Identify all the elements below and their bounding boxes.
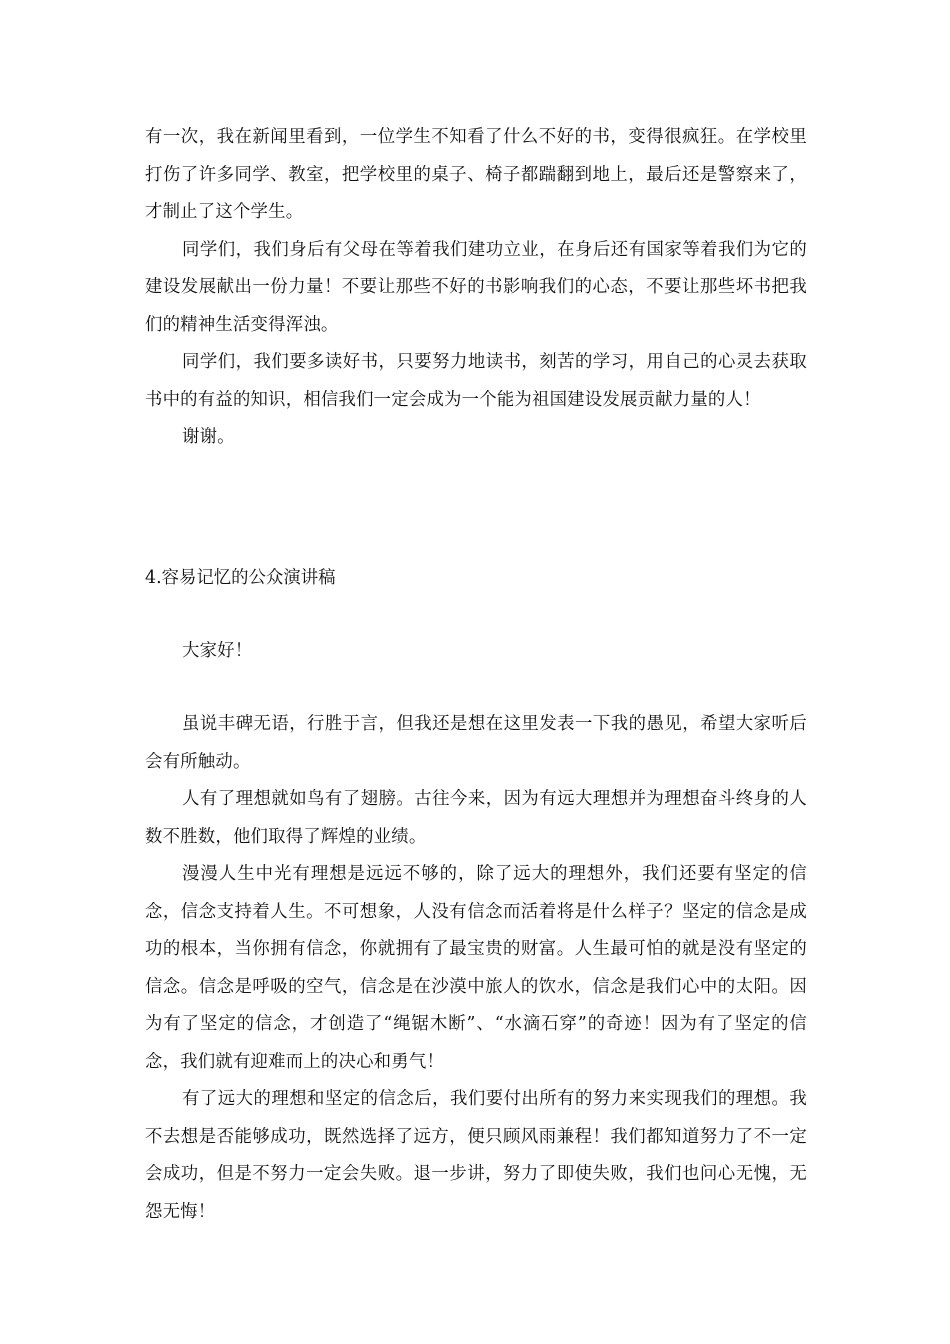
paragraph-ideals: 人有了理想就如鸟有了翅膀。古往今来，因为有远大理想并为理想奋斗终身的人数不胜数，他们取得了辉煌的业绩。: [145, 789, 807, 847]
paragraph-thanks: 谢谢。: [182, 427, 235, 447]
section-title-block: [145, 560, 807, 597]
greeting: 大家好！: [182, 641, 253, 661]
paragraph-beliefs: 漫漫人生中光有理想是远远不够的，除了远大的理想外，我们还要有坚定的信念，信念支持着人生。不可想象，人没有信念而活着将是什么样子？坚定的信念是成功的根本，当你拥有信念，你就拥有了最宝贵的财富。人生最可怕的就是没有坚定的信念。信念是呼吸的空气，信念是在沙漠中旅人的饮水，信念是我们心中的太阳。因为有了坚定的信念，才创造了“绳锯木断”、“水滴石穿”的奇迹！因为有了坚定的信念，我们就有迎难而上的决心和勇气！: [145, 864, 807, 1072]
section-title: 4.容易记忆的公众演讲稿: [145, 568, 336, 588]
paragraph-read-good-books: 同学们，我们要多读好书，只要努力地读书，刻苦的学习，用自己的心灵去获取书中的有益的知识，相信我们一定会成为一个能为祖国建设发展贡献力量的人！: [145, 352, 807, 410]
greeting-block: [145, 633, 807, 671]
paragraph-effort: 有了远大的理想和坚定的信念后，我们要付出所有的努力来实现我们的理想。我不去想是否能够成功，既然选择了远方，便只顾风雨兼程！我们都知道努力了不一定会成功，但是不努力一定会失败。退一步讲，努力了即使失败，我们也问心无愧，无怨无悔！: [145, 1089, 807, 1222]
paragraph-opening: 虽说丰碑无语，行胜于言，但我还是想在这里发表一下我的愚见，希望大家听后会有所触动。: [145, 714, 807, 772]
section-b: [145, 706, 807, 1231]
paragraph-news-story: 有一次，我在新闻里看到，一位学生不知看了什么不好的书，变得很疯狂。在学校里打伤了许多同学、教室，把学校里的桌子、椅子都踹翻到地上，最后还是警察来了，才制止了这个学生。: [145, 127, 807, 222]
paragraph-parents-country: 同学们，我们身后有父母在等着我们建功立业，在身后还有国家等着我们为它的建设发展献出一份力量！不要让那些不好的书影响我们的心态，不要让那些坏书把我们的精神生活变得浑浊。: [145, 239, 807, 335]
section-a: [145, 119, 807, 457]
